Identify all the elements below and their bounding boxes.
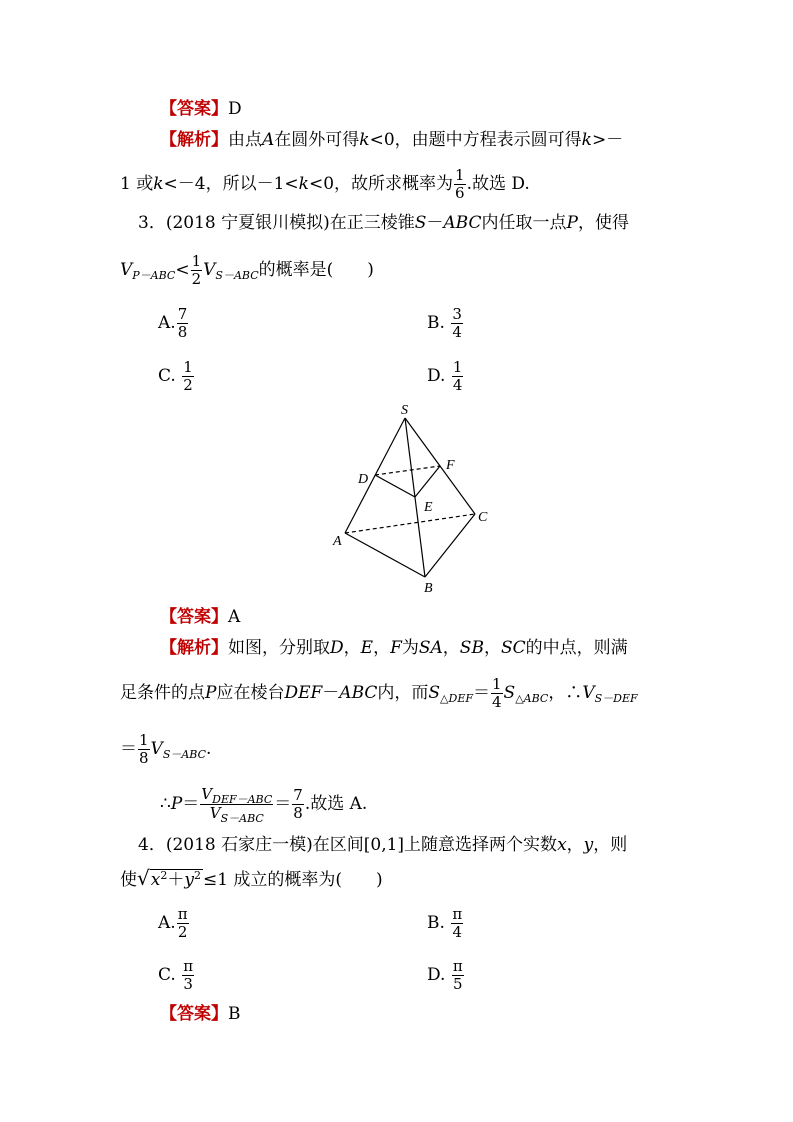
- edge-SA: [345, 418, 405, 533]
- text: ，: [373, 638, 391, 658]
- fraction: $\frac{V_{DEF-ABC}}{V_{S-ABC}}$: [201, 785, 273, 825]
- text: ＝: [120, 739, 137, 759]
- text: 3．(2018 宁夏银川模拟)在正三棱锥: [138, 213, 415, 233]
- question-4-line-2: [120, 867, 383, 893]
- fraction: $\frac{1}{2}$: [191, 252, 202, 288]
- answer-line-q4: [160, 1003, 241, 1025]
- text: .故选 D.: [466, 174, 530, 194]
- fraction: $\frac{\pi}{3}$: [183, 957, 194, 993]
- edge-SC: [405, 418, 475, 514]
- var: F: [390, 638, 402, 658]
- text: 内，而: [377, 683, 429, 703]
- text: ，则: [593, 835, 628, 855]
- edge-SB: [405, 418, 425, 577]
- text: －: [322, 683, 340, 703]
- var: S: [503, 683, 516, 703]
- label-S: S: [401, 403, 408, 418]
- option-b[interactable]: [427, 906, 464, 941]
- answer-value: B: [228, 1004, 241, 1024]
- sqrt-icon: √: [137, 866, 150, 890]
- var: V: [120, 260, 133, 280]
- text: .故选 A.: [304, 794, 368, 814]
- var: V: [582, 683, 595, 703]
- text: 为: [401, 638, 419, 658]
- label-A: A: [333, 534, 342, 549]
- analysis-line-q3-4: [160, 786, 367, 823]
- option-label: B.: [427, 913, 445, 933]
- var: SA: [418, 638, 443, 658]
- edge-BC: [425, 514, 475, 577]
- fraction: $\frac{\pi}{2}$: [177, 905, 188, 941]
- text: 使: [120, 870, 137, 890]
- answer-line-q3: [160, 606, 240, 628]
- text: ＝: [182, 794, 200, 814]
- text: ＝: [274, 794, 292, 814]
- option-label: C.: [158, 366, 176, 386]
- analysis-line-q2-1: [160, 129, 623, 151]
- option-label: B.: [427, 313, 445, 333]
- text: 的中点，则满: [525, 638, 628, 658]
- var: SB: [459, 638, 484, 658]
- var: k: [153, 174, 164, 194]
- var: ABC: [339, 683, 378, 703]
- text: <0，故所求概率为: [308, 174, 454, 194]
- analysis-line-q3-2: [120, 676, 638, 711]
- option-d[interactable]: [427, 359, 464, 394]
- text: ，: [483, 638, 501, 658]
- answer-tag: 【答案】: [160, 607, 228, 627]
- var: D: [330, 638, 344, 658]
- option-label: A.: [158, 313, 176, 333]
- var: V: [150, 739, 163, 759]
- text: 由点: [228, 130, 262, 150]
- label-F: F: [446, 458, 455, 473]
- text: <0，由题中方程表示圆可得: [369, 130, 582, 150]
- text: ≤1 成立的概率为( ): [202, 870, 383, 890]
- var: x: [557, 835, 567, 855]
- subscript: S－DEF: [594, 692, 638, 705]
- subscript: P－ABC: [132, 269, 176, 282]
- var: S: [428, 683, 441, 703]
- label-B: B: [424, 581, 433, 596]
- fraction: $\frac{7}{8}$: [177, 305, 188, 341]
- edge-AB: [345, 533, 425, 577]
- text: 在圆外可得: [274, 130, 360, 150]
- option-d[interactable]: [427, 958, 465, 993]
- var: k: [298, 174, 309, 194]
- var: k: [581, 130, 592, 150]
- text: －: [426, 213, 444, 233]
- text: 应在棱台: [216, 683, 285, 703]
- option-c[interactable]: [158, 359, 195, 394]
- subscript: S－ABC: [215, 269, 259, 282]
- subscript: △DEF: [440, 692, 473, 705]
- edge-EF: [415, 466, 440, 497]
- answer-tag: 【答案】: [160, 99, 228, 119]
- analysis-tag: 【解析】: [160, 130, 228, 150]
- var: DEF: [284, 683, 323, 703]
- question-3-line-1: [138, 212, 629, 234]
- var: P: [566, 213, 578, 233]
- text: 内任取一点: [481, 213, 567, 233]
- analysis-line-q3-1: [160, 637, 628, 659]
- var: A: [262, 130, 275, 150]
- var: SC: [500, 638, 526, 658]
- var: S: [414, 213, 427, 233]
- fraction: $\frac{1}{4}$: [492, 675, 502, 711]
- edge-AC: [345, 514, 475, 533]
- fraction: $\frac{\pi}{4}$: [452, 905, 463, 941]
- edge-DE: [375, 475, 415, 497]
- var: y: [583, 835, 594, 855]
- text: <: [175, 260, 190, 280]
- analysis-line-q2-2: [120, 167, 530, 202]
- radicand: $x^2+y^2$: [150, 869, 201, 890]
- option-a[interactable]: [158, 306, 189, 341]
- fraction: $\frac{1}{8}$: [139, 731, 149, 767]
- subscript: △ABC: [515, 692, 549, 705]
- answer-value: D: [228, 99, 242, 119]
- text: 的概率是( ): [258, 260, 374, 280]
- fraction: $\frac{1}{2}$: [183, 358, 193, 394]
- option-c[interactable]: [158, 958, 195, 993]
- label-E: E: [424, 500, 433, 515]
- question-3-line-2: [120, 253, 374, 288]
- answer-tag: 【答案】: [160, 1004, 228, 1024]
- edge-DF: [375, 466, 440, 475]
- text: ∴: [160, 794, 171, 814]
- text: 1 或: [120, 174, 154, 194]
- text: ，∴: [548, 683, 583, 703]
- analysis-tag: 【解析】: [160, 638, 228, 658]
- text: ＝: [473, 683, 490, 703]
- question-4-line-1: [138, 834, 627, 856]
- label-D: D: [358, 472, 369, 487]
- text: ，: [442, 638, 460, 658]
- option-b[interactable]: [427, 306, 464, 341]
- text: >－: [591, 130, 624, 150]
- option-label: A.: [158, 913, 176, 933]
- var: E: [360, 638, 374, 658]
- fraction: $\frac{1}{6}$: [455, 166, 465, 202]
- fraction: $\frac{1}{4}$: [452, 358, 463, 394]
- var: P: [170, 794, 183, 814]
- var: V: [203, 260, 216, 280]
- option-label: D.: [427, 965, 446, 985]
- text: 4．(2018 石家庄一模)在区间[0,1]上随意选择两个实数: [138, 835, 558, 855]
- var: ABC: [443, 213, 482, 233]
- answer-line-q2: [160, 98, 242, 120]
- text: .: [206, 739, 212, 759]
- option-label: C.: [158, 965, 176, 985]
- var: P: [205, 683, 217, 703]
- text: ，: [343, 638, 361, 658]
- text: 如图，分别取: [228, 638, 330, 658]
- var: k: [359, 130, 370, 150]
- option-a[interactable]: [158, 906, 190, 941]
- option-label: D.: [427, 366, 446, 386]
- fraction: $\frac{3}{4}$: [452, 305, 462, 341]
- answer-value: A: [228, 607, 241, 627]
- fraction: $\frac{7}{8}$: [293, 786, 303, 822]
- fraction: $\frac{\pi}{5}$: [452, 957, 463, 993]
- subscript: S－ABC: [162, 748, 207, 761]
- text: ，: [566, 835, 584, 855]
- text: <－4，所以－1<: [163, 174, 299, 194]
- text: ，使得: [577, 213, 629, 233]
- analysis-line-q3-3: [120, 732, 211, 767]
- text: 足条件的点: [120, 683, 205, 703]
- label-C: C: [478, 510, 488, 525]
